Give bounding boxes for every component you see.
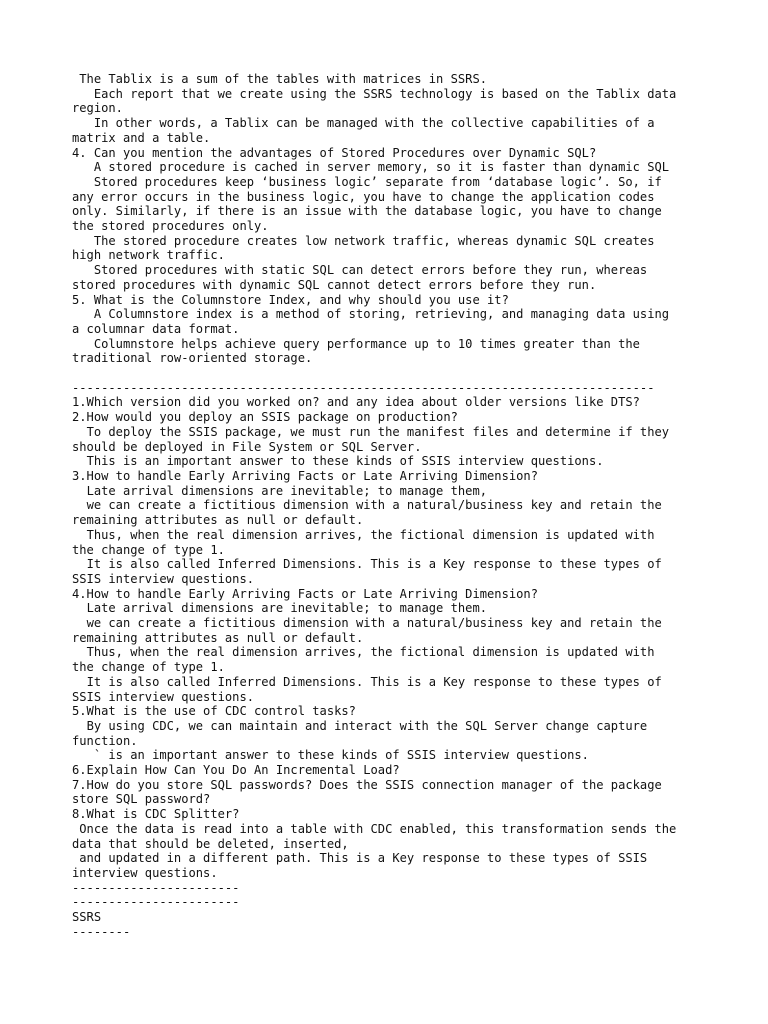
text-line: high network traffic. xyxy=(72,248,225,263)
text-line: the stored procedures only. xyxy=(72,219,269,234)
text-line: Each report that we create using the SSRS technology is based on the Tablix data xyxy=(72,86,677,101)
text-line: Stored procedures with static SQL can detect errors before they run, whereas xyxy=(72,263,648,278)
text-line: 5.What is the use of CDC control tasks? xyxy=(72,704,356,719)
text-line: remaining attributes as null or default. xyxy=(72,513,364,528)
text-line: any error occurs in the business logic, you have to change the application codes xyxy=(72,189,655,204)
text-line: the change of type 1. xyxy=(72,660,225,675)
text-line: stored procedures with dynamic SQL cannot detect errors before they run. xyxy=(72,277,597,292)
text-line: Late arrival dimensions are inevitable; to manage them. xyxy=(72,601,488,616)
text-line: data that should be deleted, inserted, xyxy=(72,836,349,851)
text-line: interview questions. xyxy=(72,865,218,880)
text-line: To deploy the SSIS package, we must run the manifest files and determine if they xyxy=(72,424,670,439)
text-line: A Columnstore index is a method of storing, retrieving, and managing data using xyxy=(72,307,670,322)
text-line: ----------------------- xyxy=(72,880,240,895)
text-line: SSIS interview questions. xyxy=(72,571,255,586)
text-line: we can create a fictitious dimension with a natural/business key and retain the xyxy=(72,616,662,631)
text-line: This is an important answer to these kinds of SSIS interview questions. xyxy=(72,454,604,469)
text-line: should be deployed in File System or SQL Server. xyxy=(72,439,422,454)
text-line: It is also called Inferred Dimensions. This is a Key response to these types of xyxy=(72,674,662,689)
text-line: The Tablix is a sum of the tables with matrices in SSRS. xyxy=(72,72,488,86)
text-line: ` is an important answer to these kinds of SSIS interview questions. xyxy=(72,748,589,763)
document-body xyxy=(72,72,712,939)
text-line: and updated in a different path. This is a Key response to these types of SSIS xyxy=(72,851,648,866)
text-line: Late arrival dimensions are inevitable; to manage them, xyxy=(72,483,488,498)
text-line: A stored procedure is cached in server memory, so it is faster than dynamic SQL xyxy=(72,160,670,175)
text-line: SSIS interview questions. xyxy=(72,689,255,704)
document-page xyxy=(72,72,712,939)
text-line: a columnar data format. xyxy=(72,321,240,336)
text-line: The stored procedure creates low network traffic, whereas dynamic SQL creates xyxy=(72,233,655,248)
text-line: Once the data is read into a table with CDC enabled, this transformation sends the xyxy=(72,821,677,836)
text-line: It is also called Inferred Dimensions. This is a Key response to these types of xyxy=(72,557,662,572)
text-line: we can create a fictitious dimension with a natural/business key and retain the xyxy=(72,498,662,513)
text-line: Stored procedures keep ‘business logic’ separate from ‘database logic’. So, if xyxy=(72,174,662,189)
text-line: Thus, when the real dimension arrives, the fictional dimension is updated with xyxy=(72,527,655,542)
text-line: remaining attributes as null or default. xyxy=(72,630,364,645)
text-line: function. xyxy=(72,733,138,748)
text-line: matrix and a table. xyxy=(72,130,211,145)
text-line: 4. Can you mention the advantages of Stored Procedures over Dynamic SQL? xyxy=(72,145,597,160)
text-line: only. Similarly, if there is an issue with the database logic, you have to change xyxy=(72,204,662,219)
text-line: In other words, a Tablix can be managed with the collective capabilities of a xyxy=(72,116,655,131)
text-line: Columnstore helps achieve query performance up to 10 times greater than the xyxy=(72,336,640,351)
text-line: 1.Which version did you worked on? and any idea about older versions like DTS? xyxy=(72,395,640,410)
text-line: 7.How do you store SQL passwords? Does the SSIS connection manager of the package xyxy=(72,777,662,792)
text-line: 6.Explain How Can You Do An Incremental Load? xyxy=(72,763,400,778)
text-line: SSRS xyxy=(72,910,102,925)
text-line: 8.What is CDC Splitter? xyxy=(72,807,240,822)
text-line: -------- xyxy=(72,924,131,939)
text-line: By using CDC, we can maintain and interact with the SQL Server change capture xyxy=(72,718,648,733)
text-line: -------------------------------------------------------------------------------- xyxy=(72,380,655,395)
text-line: 4.How to handle Early Arriving Facts or Late Arriving Dimension? xyxy=(72,586,538,601)
text-line: traditional row-oriented storage. xyxy=(72,351,313,366)
text-line: 2.How would you deploy an SSIS package on production? xyxy=(72,410,458,425)
text-line: 3.How to handle Early Arriving Facts or Late Arriving Dimension? xyxy=(72,468,538,483)
text-line: the change of type 1. xyxy=(72,542,225,557)
text-line: Thus, when the real dimension arrives, the fictional dimension is updated with xyxy=(72,645,655,660)
text-line: ----------------------- xyxy=(72,895,240,910)
text-line: store SQL password? xyxy=(72,792,211,807)
text-line: 5. What is the Columnstore Index, and why should you use it? xyxy=(72,292,509,307)
text-line: region. xyxy=(72,101,123,116)
